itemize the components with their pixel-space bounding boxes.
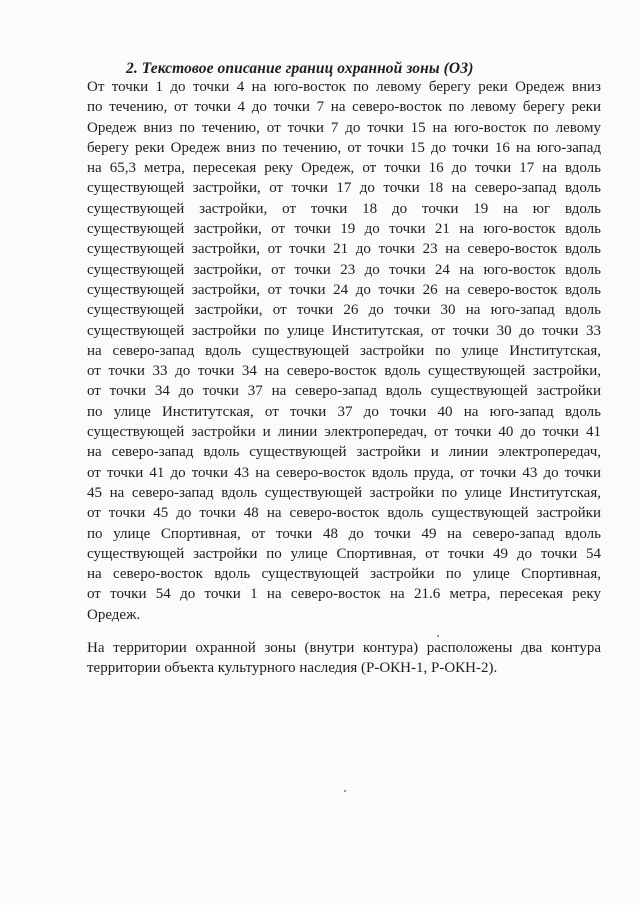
text-line: на северо-запад вдоль существующей застройки и линии электропередач,	[87, 444, 601, 461]
text-line: существующей застройки, от точки 17 до точки 18 на северо-запад вдоль	[87, 180, 601, 197]
heritage-note-paragraph	[87, 638, 601, 679]
text-line: от точки 45 до точки 48 на северо-восток вдоль существующей застройки	[87, 505, 601, 522]
section-heading: 2. Текстовое описание границ охранной зоны (ОЗ)	[126, 60, 474, 77]
text-line: по течению, от точки 4 до точки 7 на северо-восток по левому берегу реки	[87, 99, 601, 116]
text-line: существующей застройки и линии электропередач, от точки 40 до точки 41	[87, 424, 601, 441]
text-line: от точки 54 до точки 1 на северо-восток на 21.6 метра, пересекая реку	[87, 586, 601, 603]
text-line: территории объекта культурного наследия (Р-ОКН-1, Р-ОКН-2).	[87, 660, 498, 677]
scan-speck	[344, 790, 346, 792]
text-line: существующей застройки по улице Институтская, от точки 30 до точки 33	[87, 322, 601, 339]
text-line: существующей застройки, от точки 24 до точки 26 на северо-восток вдоль	[87, 281, 601, 298]
text-line: существующей застройки, от точки 26 до точки 30 на юго-запад вдоль	[87, 302, 601, 319]
scan-speck	[437, 635, 439, 637]
text-line: от точки 33 до точки 34 на северо-восток вдоль существующей застройки,	[87, 363, 601, 380]
text-line: существующей застройки по улице Спортивная, от точки 49 до точки 54	[87, 545, 601, 562]
text-line: существующей застройки, от точки 21 до точки 23 на северо-восток вдоль	[87, 241, 601, 258]
text-line: на 65,3 метра, пересекая реку Оредеж, от точки 16 до точки 17 на вдоль	[87, 160, 601, 177]
boundary-description-paragraph	[87, 77, 601, 625]
text-line: на северо-восток вдоль существующей застройки по улице Спортивная,	[87, 566, 601, 583]
text-line: берегу реки Оредеж вниз по течению, от точки 15 до точки 16 на юго-запад	[87, 139, 601, 156]
text-line: существующей застройки, от точки 19 до точки 21 на юго-восток вдоль	[87, 221, 601, 238]
text-line: существующей застройки, от точки 18 до точки 19 на юг вдоль	[87, 200, 601, 217]
text-line: от точки 34 до точки 37 на северо-запад вдоль существующей застройки	[87, 383, 601, 400]
text-line: От точки 1 до точки 4 на юго-восток по левому берегу реки Оредеж вниз	[87, 79, 601, 95]
text-line: по улице Спортивная, от точки 48 до точки 49 на северо-запад вдоль	[87, 525, 601, 542]
text-line: 45 на северо-запад вдоль существующей застройки по улице Институтская,	[87, 484, 601, 501]
text-line: Оредеж.	[87, 606, 141, 623]
text-line: На территории охранной зоны (внутри контура) расположены два контура	[87, 640, 601, 656]
text-line: существующей застройки, от точки 23 до точки 24 на юго-восток вдоль	[87, 261, 601, 278]
text-line: от точки 41 до точки 43 на северо-восток вдоль пруда, от точки 43 до точки	[87, 464, 601, 481]
text-line: по улице Институтская, от точки 37 до точки 40 на юго-запад вдоль	[87, 403, 601, 420]
text-line: Оредеж вниз по течению, от точки 7 до точки 15 на юго-восток по левому	[87, 119, 601, 136]
text-line: на северо-запад вдоль существующей застройки по улице Институтская,	[87, 342, 601, 359]
